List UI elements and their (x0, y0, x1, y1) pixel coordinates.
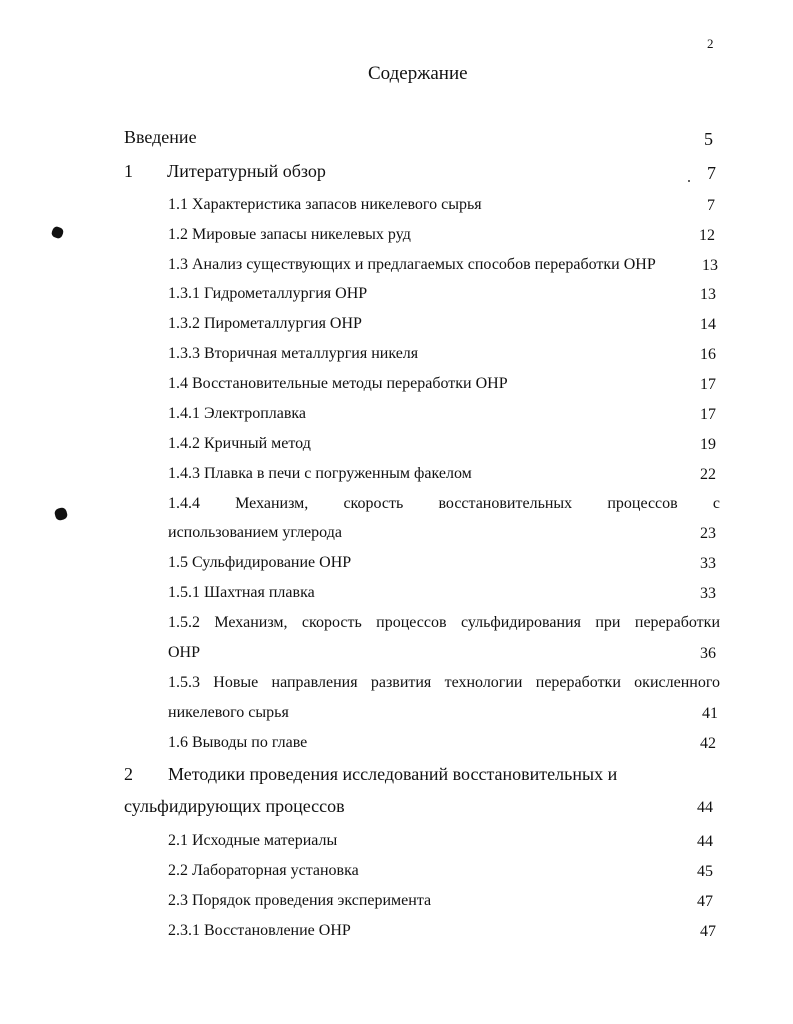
toc-item-label: 2.2 Лабораторная установка (168, 862, 359, 879)
toc-item-page: 17 (700, 376, 716, 393)
toc-item-144-line1 (168, 495, 720, 513)
toc-item-153-line1: 1.5.3 Новые направления развития технологии переработки окисленного (168, 674, 720, 691)
toc-item-page: 23 (700, 525, 716, 542)
toc-item-152-line2: ОНР (168, 644, 201, 661)
toc-item-page: 47 (697, 893, 713, 910)
toc-item-page: 16 (700, 346, 716, 363)
toc-item-label: 1.4.2 Кричный метод (168, 435, 311, 452)
toc-item-label: 2.3 Порядок проведения эксперимента (168, 892, 432, 909)
toc-item-page: 42 (700, 735, 716, 752)
toc-intro-label: Введение (124, 127, 197, 147)
toc-item-label: 1.3.1 Гидрометаллургия ОНР (168, 285, 368, 302)
toc-chapter1-page: 7 (707, 163, 716, 183)
ink-blot (54, 507, 69, 522)
toc-item-label: 1.3.3 Вторичная металлургия никеля (168, 345, 419, 362)
ink-blot (50, 225, 64, 239)
toc-item-label: 1.1 Характеристика запасов никелевого сырья (168, 196, 482, 213)
toc-item-page: 33 (700, 555, 716, 572)
toc-item-label: 1.5.1 Шахтная плавка (168, 584, 315, 601)
toc-chapter2-line2: сульфидирующих процессов (124, 796, 345, 816)
toc-item-label: 1.4 Восстановительные методы переработки ОНР (168, 375, 508, 392)
word: с (712, 495, 720, 512)
toc-item-label: 1.6 Выводы по главе (168, 734, 308, 751)
toc-item-153-line2: никелевого сырья (168, 704, 289, 721)
toc-chapter2-number: 2 (124, 764, 133, 784)
toc-item-page: 14 (700, 316, 716, 333)
toc-item-label: 1.3.2 Пирометаллургия ОНР (168, 315, 362, 332)
toc-item-144-line2: использованием углерода (168, 524, 342, 541)
toc-item-label: 1.5 Сульфидирование ОНР (168, 554, 352, 571)
toc-item-page: 17 (700, 406, 716, 423)
toc-item-page: 7 (707, 197, 715, 214)
toc-item-label: 1.2 Мировые запасы никелевых руд (168, 226, 411, 243)
toc-item-page: 33 (700, 585, 716, 602)
toc-item-label: 1.4.3 Плавка в печи с погруженным факелом (168, 465, 472, 482)
word: 1.4.4 (168, 495, 200, 512)
toc-item-page: 13 (700, 286, 716, 303)
toc-item-label: 2.1 Исходные материалы (168, 832, 338, 849)
scan-dot (688, 180, 690, 182)
toc-chapter1-label: Литературный обзор (167, 161, 326, 181)
toc-chapter2-page: 44 (697, 799, 713, 816)
word: скорость (343, 495, 404, 512)
toc-item-page: 13 (702, 257, 718, 274)
toc-item-page: 22 (700, 466, 716, 483)
toc-item-page: 12 (699, 227, 715, 244)
toc-chapter2-line1: Методики проведения исследований восстановительных и (168, 764, 618, 784)
toc-title: Содержание (368, 63, 468, 84)
toc-chapter1-number: 1 (124, 161, 133, 181)
toc-item-label: 1.3 Анализ существующих и предлагаемых способов переработки ОНР (168, 256, 656, 273)
toc-item-page: 44 (697, 833, 713, 850)
toc-item-page: 41 (702, 705, 718, 722)
word: Механизм, (235, 495, 309, 512)
toc-item-152-line1: 1.5.2 Механизм, скорость процессов сульфидирования при переработки (168, 614, 720, 631)
toc-intro-page: 5 (704, 129, 713, 149)
toc-item-page: 19 (700, 436, 716, 453)
toc-item-label: 2.3.1 Восстановление ОНР (168, 922, 351, 939)
toc-item-page: 45 (697, 863, 713, 880)
toc-item-page: 47 (700, 923, 716, 940)
page-number: 2 (707, 36, 714, 51)
toc-item-label: 1.4.1 Электроплавка (168, 405, 307, 422)
word: процессов (607, 495, 678, 512)
word: восстановительных (438, 495, 573, 512)
toc-item-page: 36 (700, 645, 716, 662)
